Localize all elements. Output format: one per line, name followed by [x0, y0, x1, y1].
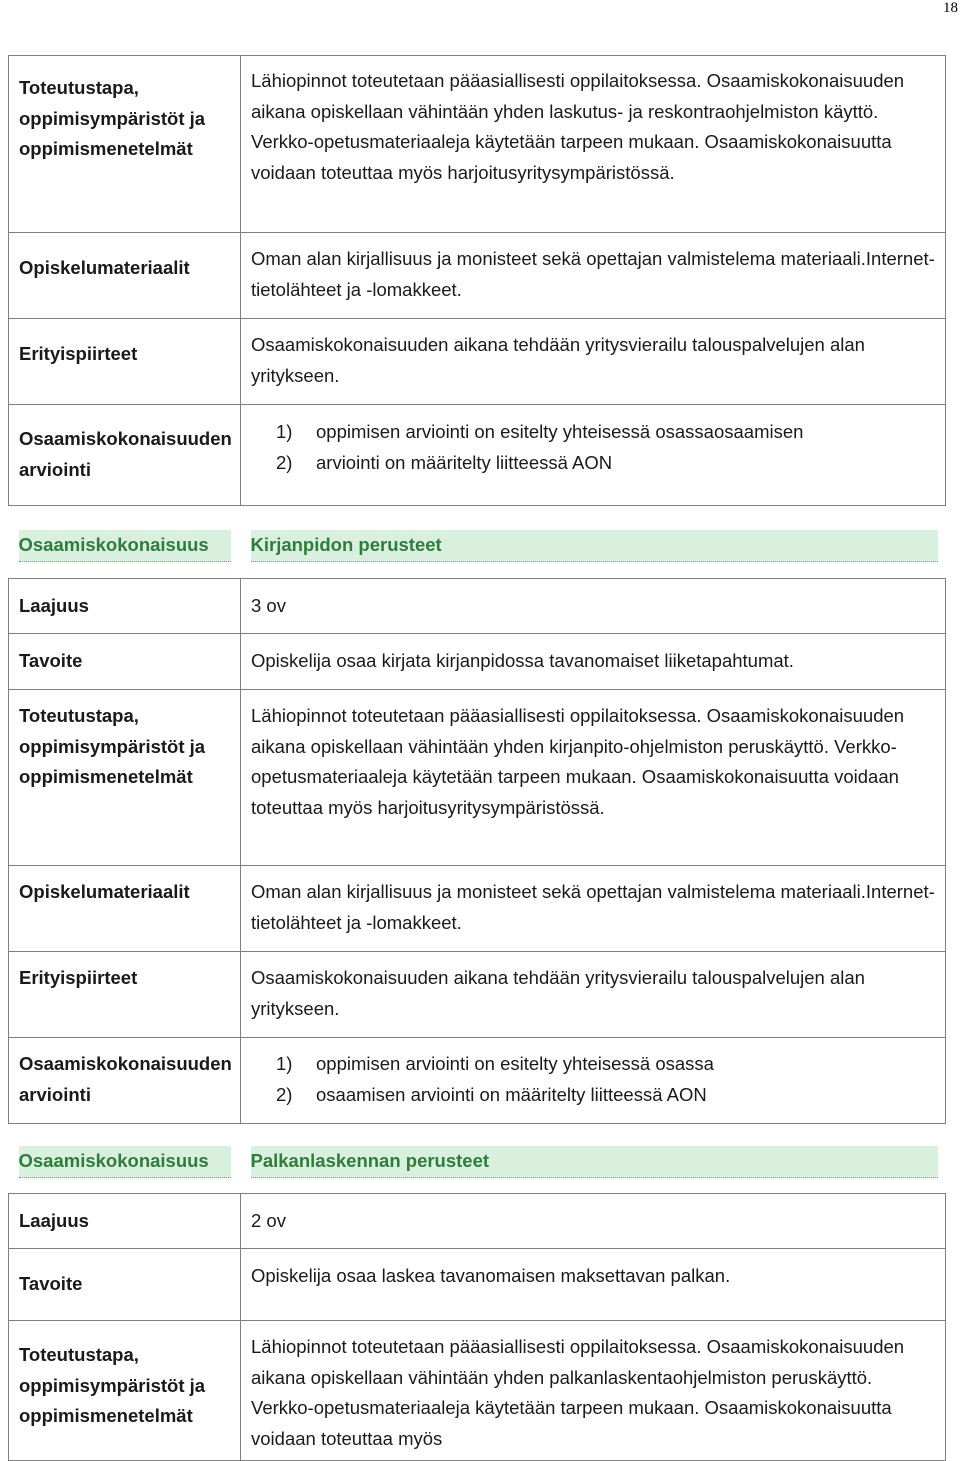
toteutustapa-text: Lähiopinnot toteutetaan pääasiallisesti oppilaitoksessa. Osaamiskokonaisuuden aikana opiskellaan vähintään yhden laskutus- ja reskontraohjelmiston käyttö. Verkko-opetusmateriaaleja käytetään tarpeen mukaan. Osaamiskokonaisuutta voidaan toteuttaa myös harjoitusyritysympäristössä.	[241, 56, 946, 233]
laajuus-value: 2 ov	[241, 1194, 946, 1249]
arviointi-list-cell	[241, 405, 946, 506]
erityispiirteet-label: Erityispiirteet	[9, 952, 241, 1038]
laajuus-label: Laajuus	[9, 1194, 241, 1249]
table-row	[9, 866, 946, 952]
table-row	[9, 634, 946, 690]
table-row	[9, 56, 946, 233]
materiaalit-text: Oman alan kirjallisuus ja monisteet sekä opettajan valmistelema materiaali.Internet-tietolähteet ja -lomakkeet.	[241, 866, 946, 952]
table-row	[9, 1194, 946, 1249]
section-header-label: Osaamiskokonaisuus	[19, 1146, 231, 1178]
table-row	[9, 579, 946, 634]
list-item: 2) arviointi on määritelty liitteessä AON	[276, 451, 613, 473]
tavoite-label: Tavoite	[9, 1249, 241, 1321]
arviointi-list	[251, 1049, 935, 1110]
arviointi-label: Osaamiskokonaisuuden arviointi	[9, 405, 241, 506]
list-item: 2) osaamisen arviointi on määritelty liitteessä AON	[276, 1083, 707, 1105]
section-header-label: Osaamiskokonaisuus	[19, 530, 231, 562]
table-row	[9, 690, 946, 866]
laajuus-value: 3 ov	[241, 579, 946, 634]
erityispiirteet-text: Osaamiskokonaisuuden aikana tehdään yritysvierailu talouspalvelujen alan yritykseen.	[241, 319, 946, 405]
toteutustapa-text: Lähiopinnot toteutetaan pääasiallisesti oppilaitoksessa. Osaamiskokonaisuuden aikana opiskellaan vähintään yhden palkanlaskentaohjelmiston peruskäyttö. Verkko-opetusmateriaaleja käytetään tarpeen mukaan. Osaamiskokonaisuutta voidaan toteuttaa myös	[241, 1321, 946, 1461]
arviointi-list-cell	[241, 1038, 946, 1124]
page-number: 18	[943, 0, 958, 16]
section-header-title: Palkanlaskennan perusteet	[251, 1146, 938, 1178]
list-item: 1) oppimisen arviointi on esitelty yhteisessä osassaosaamisen	[276, 421, 804, 442]
table-row	[9, 405, 946, 506]
erityispiirteet-label: Erityispiirteet	[9, 319, 241, 405]
erityispiirteet-text: Osaamiskokonaisuuden aikana tehdään yritysvierailu talouspalvelujen alan yritykseen.	[241, 952, 946, 1038]
table-row	[9, 952, 946, 1038]
materiaalit-label: Opiskelumateriaalit	[9, 233, 241, 319]
tavoite-text: Opiskelija osaa laskea tavanomaisen maksettavan palkan.	[241, 1249, 946, 1321]
section-header-row	[9, 506, 946, 579]
materiaalit-label: Opiskelumateriaalit	[9, 866, 241, 952]
list-item: 1) oppimisen arviointi on esitelty yhteisessä osassa	[276, 1053, 714, 1074]
arviointi-label: Osaamiskokonaisuuden arviointi	[9, 1038, 241, 1124]
tavoite-label: Tavoite	[9, 634, 241, 690]
toteutustapa-label: Toteutustapa, oppimisympäristöt ja oppimismenetelmät	[9, 690, 241, 866]
toteutustapa-text: Lähiopinnot toteutetaan pääasiallisesti oppilaitoksessa. Osaamiskokonaisuuden aikana opiskellaan vähintään yhden kirjanpito-ohjelmiston peruskäyttö. Verkko-opetusmateriaaleja käytetään tarpeen mukaan. Osaamiskokonaisuutta voidaan toteuttaa myös harjoitusyritysympäristössä.	[241, 690, 946, 866]
table-row	[9, 233, 946, 319]
section-header-title: Kirjanpidon perusteet	[251, 530, 938, 562]
table-row	[9, 1038, 946, 1124]
materiaalit-text: Oman alan kirjallisuus ja monisteet sekä opettajan valmistelema materiaali.Internet-tietolähteet ja -lomakkeet.	[241, 233, 946, 319]
toteutustapa-label: Toteutustapa, oppimisympäristöt ja oppimismenetelmät	[9, 1321, 241, 1461]
section-header-row	[9, 1124, 946, 1194]
table-row	[9, 1249, 946, 1321]
table-row	[9, 319, 946, 405]
arviointi-list	[251, 417, 935, 478]
curriculum-table	[8, 55, 946, 1461]
tavoite-text: Opiskelija osaa kirjata kirjanpidossa tavanomaiset liiketapahtumat.	[241, 634, 946, 690]
table-row	[9, 1321, 946, 1461]
laajuus-label: Laajuus	[9, 579, 241, 634]
toteutustapa-label: Toteutustapa, oppimisympäristöt ja oppimismenetelmät	[9, 56, 241, 233]
